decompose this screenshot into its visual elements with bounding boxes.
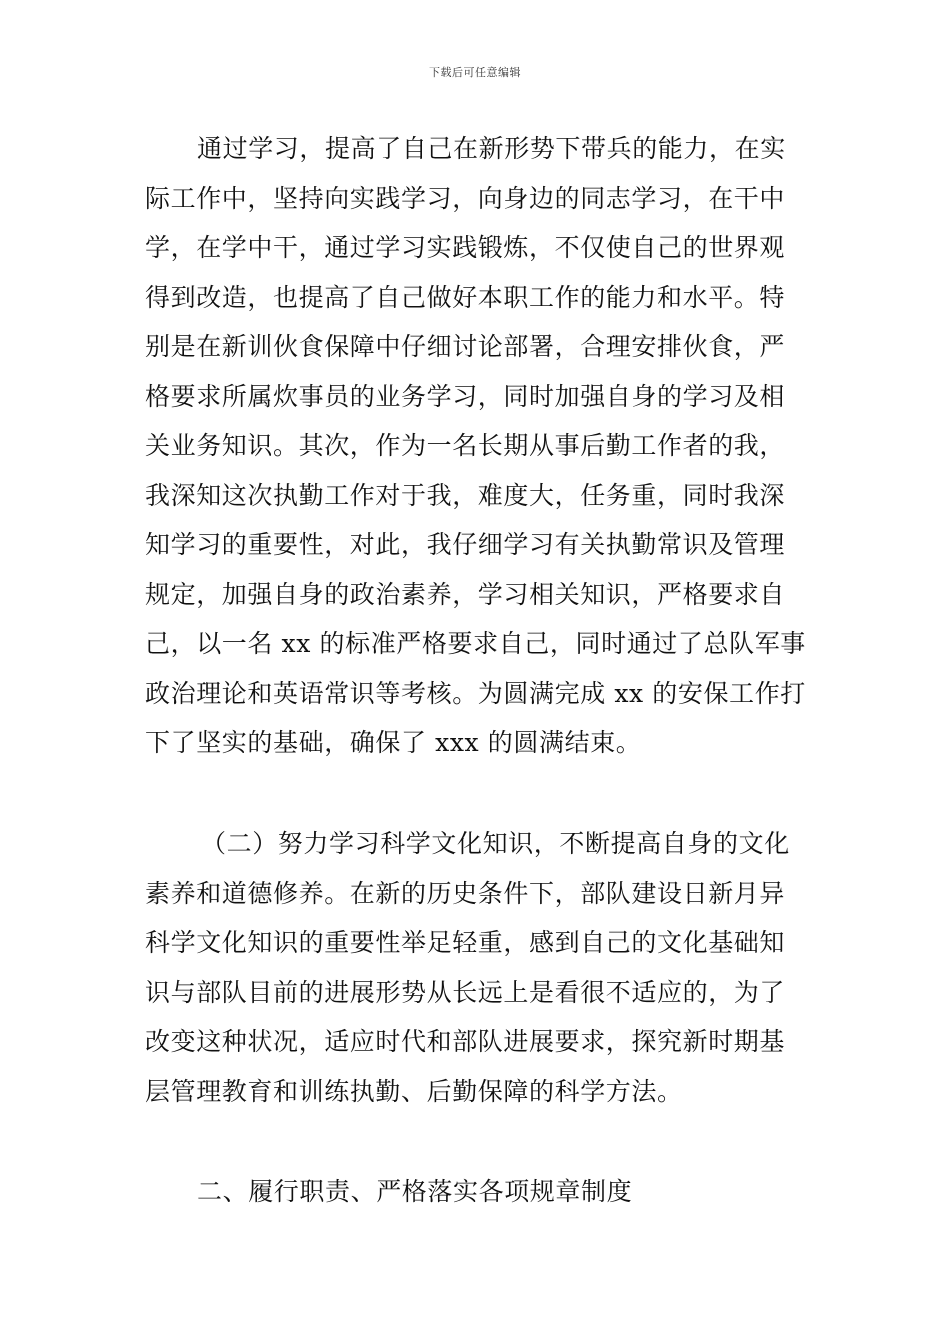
text-line: 改变这种状况，适应时代和部队进展要求，探究新时期基 xyxy=(145,1027,786,1056)
paragraph-study-practice xyxy=(145,124,809,768)
text-line: 下了坚实的基础，确保了 xxx 的圆满结束。 xyxy=(145,728,642,757)
text-line: 别是在新训伙食保障中仔细讨论部署，合理安排伙食，严 xyxy=(145,332,786,361)
text-line: 学，在学中干，通过学习实践锻炼，不仅使自己的世界观 xyxy=(145,233,786,262)
section-heading-text: 二、履行职责、严格落实各项规章制度 xyxy=(197,1177,633,1206)
text-line: （二）努力学习科学文化知识，不断提高自身的文化 xyxy=(201,829,790,858)
page-header: 下载后可任意编辑 xyxy=(429,66,521,79)
section-heading xyxy=(145,1167,809,1217)
text-line: 科学文化知识的重要性举足轻重，感到自己的文化基础知 xyxy=(145,928,786,957)
text-line: 政治理论和英语常识等考核。为圆满完成 xx 的安保工作打 xyxy=(145,678,806,708)
text-line: 己，以一名 xx 的标准严格要求自己，同时通过了总队军事 xyxy=(145,629,806,658)
text-line: 素养和道德修养。在新的历史条件下，部队建设日新月异 xyxy=(145,878,786,908)
text-line: 际工作中，坚持向实践学习，向身边的同志学习，在干中 xyxy=(145,183,786,213)
text-line: 识与部队目前的进展形势从长远上是看很不适应的，为了 xyxy=(145,977,786,1007)
text-line: 关业务知识。其次，作为一名长期从事后勤工作者的我， xyxy=(145,431,786,460)
text-line: 层管理教育和训练执勤、后勤保障的科学方法。 xyxy=(145,1076,683,1106)
text-line: 通过学习，提高了自己在新形势下带兵的能力，在实 xyxy=(197,134,786,163)
paragraph-culture-knowledge xyxy=(145,819,809,1116)
text-line: 知学习的重要性，对此，我仔细学习有关执勤常识及管理 xyxy=(145,530,786,559)
text-line: 得到改造，也提高了自己做好本职工作的能力和水平。特 xyxy=(145,282,786,312)
text-line: 我深知这次执勤工作对于我，难度大，任务重，同时我深 xyxy=(145,480,786,510)
text-line: 格要求所属炊事员的业务学习，同时加强自身的学习及相 xyxy=(145,381,786,411)
text-line: 规定，加强自身的政治素养，学习相关知识，严格要求自 xyxy=(145,579,786,609)
